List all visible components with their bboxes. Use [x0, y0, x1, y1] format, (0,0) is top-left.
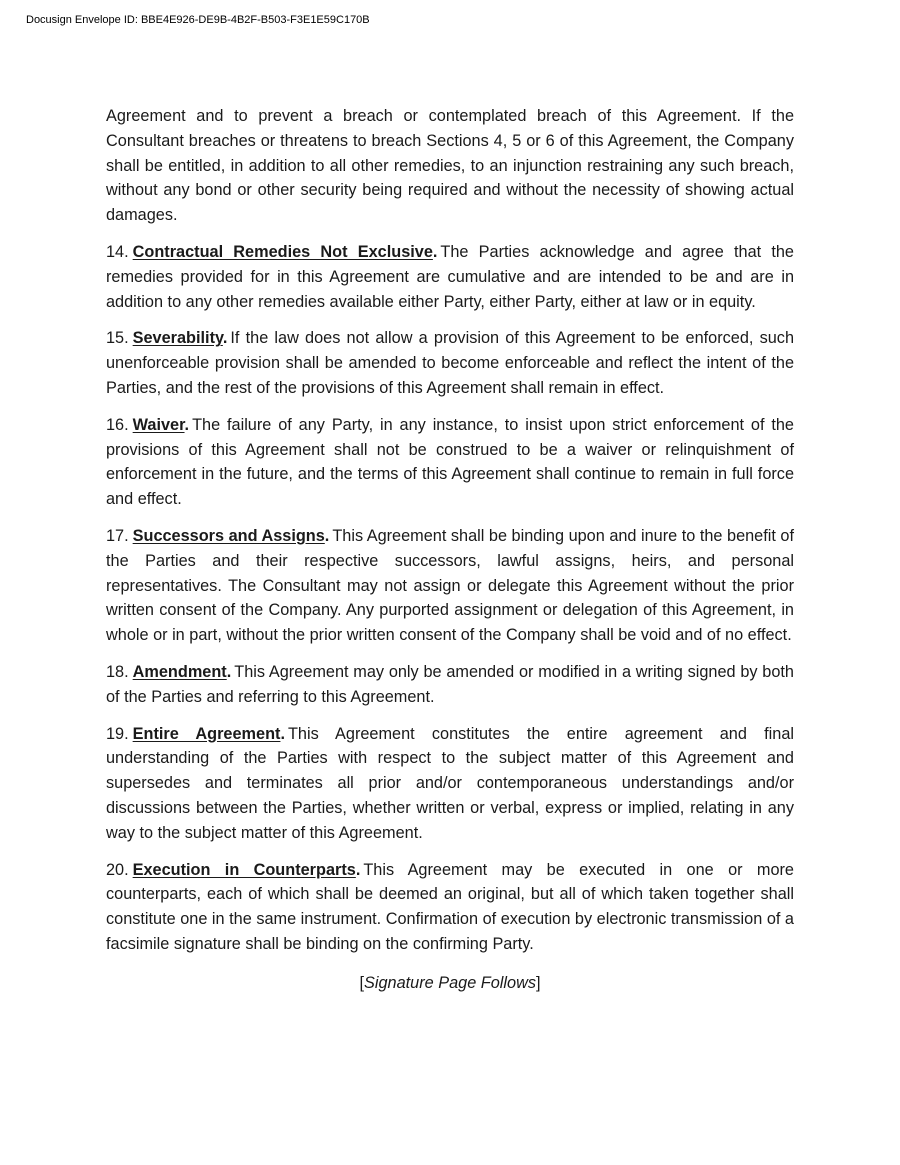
section-text: The failure of any Party, in any instance, to insist upon strict enforcement of the provisions of this Agreement shall not be construed to be a waiver or relinquishment of enforcement in the future, and the terms of this Agreement shall continue to remain in full force and effect. [106, 415, 794, 509]
section-heading: Successors and Assigns [132, 526, 325, 545]
section-14: 14. Contractual Remedies Not Exclusive. The Parties acknowledge and agree that the remedies provided for in this Agreement are cumulative and are intended to be and are in addition to any other remedies available either Party, either Party, either at law or in equity. [106, 242, 794, 311]
section-18: 18. Amendment. This Agreement may only be amended or modified in a writing signed by both of the Parties and referring to this Agreement. [106, 662, 794, 706]
section-number: 14. [106, 242, 129, 261]
envelope-id: Docusign Envelope ID: BBE4E926-DE9B-4B2F-B503-F3E1E59C170B [26, 14, 370, 26]
section-heading: Amendment [132, 662, 227, 681]
section-text: The Parties acknowledge and agree that the remedies provided for in this Agreement are cumulative and are intended to be and are in addition to any other remedies available either Party, either Party, either at law or in equity. [106, 242, 794, 311]
section-text: If the law does not allow a provision of this Agreement to be enforced, such unenforceable provision shall be amended to become enforceable and reflect the intent of the Parties, and the rest of the provisions of this Agreement shall remain in effect. [106, 329, 794, 397]
section-number: 15. [106, 329, 129, 348]
section-heading: Entire Agreement [132, 724, 281, 743]
section-number: 18. [106, 662, 129, 681]
document-body [106, 104, 794, 995]
section-17: 17. Successors and Assigns. This Agreement shall be binding upon and inure to the benefit of the Parties and their respective successors, lawful assigns, heirs, and personal representatives. The Consultant may not assign or delegate this Agreement without the prior written consent of the Company. Any purported assignment or delegation of this Agreement, in whole or in part, without the prior written consent of the Company shall be void and of no effect. [106, 526, 795, 645]
section-19: 19. Entire Agreement. This Agreement constitutes the entire agreement and final understanding of the Parties with respect to the subject matter of this Agreement and supersedes and terminates all prior and/or contemporaneous understandings and/or discussions between the Parties, whether written or verbal, express or implied, relating in any way to the subject matter of this Agreement. [106, 724, 794, 842]
section-heading: Contractual Remedies Not Exclusive [132, 242, 433, 261]
section-heading: Waiver [132, 415, 185, 434]
section-number: 17. [106, 526, 129, 545]
section-number: 19. [106, 724, 129, 743]
section-text: This Agreement shall be binding upon and inure to the benefit of the Parties and their respective successors, lawful assigns, heirs, and personal representatives. The Consultant may not assign or delegate this Agreement without the prior written consent of the Company. Any purported assignment or delegation of this Agreement, in whole or in part, without the prior written consent of the Company shall be void and of no effect. [106, 526, 795, 645]
signature-page-note: [Signature Page Follows] [359, 973, 541, 992]
section-heading: Execution in Counterparts [132, 860, 356, 879]
section-15: 15. Severability. If the law does not allow a provision of this Agreement to be enforced, such unenforceable provision shall be amended to become enforceable and reflect the intent of the Parties, and the rest of the provisions of this Agreement shall remain in effect. [106, 329, 794, 397]
section-text: This Agreement constitutes the entire agreement and final understanding of the Parties with respect to the subject matter of this Agreement and supersedes and terminates all prior and/or contemporaneous understandings and/or discussions between the Parties, whether written or verbal, express or implied, relating in any way to the subject matter of this Agreement. [106, 724, 794, 842]
section-20: 20. Execution in Counterparts. This Agreement may be executed in one or more counterparts, each of which shall be deemed an original, but all of which taken together shall constitute one in the same instrument. Confirmation of execution by electronic transmission of a facsimile signature shall be binding on the confirming Party. [106, 860, 794, 953]
section-heading: Severability [132, 329, 223, 348]
signature-page-note-text: Signature Page Follows [364, 973, 536, 992]
section-text: This Agreement may be executed in one or more counterparts, each of which shall be deemed an original, but all of which taken together shall constitute one in the same instrument. Confirmation of execution by electronic transmission of a facsimile signature shall be binding on the confirming Party. [106, 860, 794, 953]
section-number: 16. [106, 415, 129, 434]
section-16: 16. Waiver. The failure of any Party, in any instance, to insist upon strict enforcement of the provisions of this Agreement shall not be construed to be a waiver or relinquishment of enforcement in the future, and the terms of this Agreement shall continue to remain in full force and effect. [106, 415, 794, 509]
section-number: 20. [106, 860, 129, 879]
section-text: This Agreement may only be amended or modified in a writing signed by both of the Parties and referring to this Agreement. [106, 662, 794, 706]
intro-paragraph: Agreement and to prevent a breach or contemplated breach of this Agreement. If the Consultant breaches or threatens to breach Sections 4, 5 or 6 of this Agreement, the Company shall be entitled, in addition to all other remedies, to an injunction restraining any such breach, without any bond or other security being required and without the necessity of showing actual damages. [106, 107, 794, 225]
